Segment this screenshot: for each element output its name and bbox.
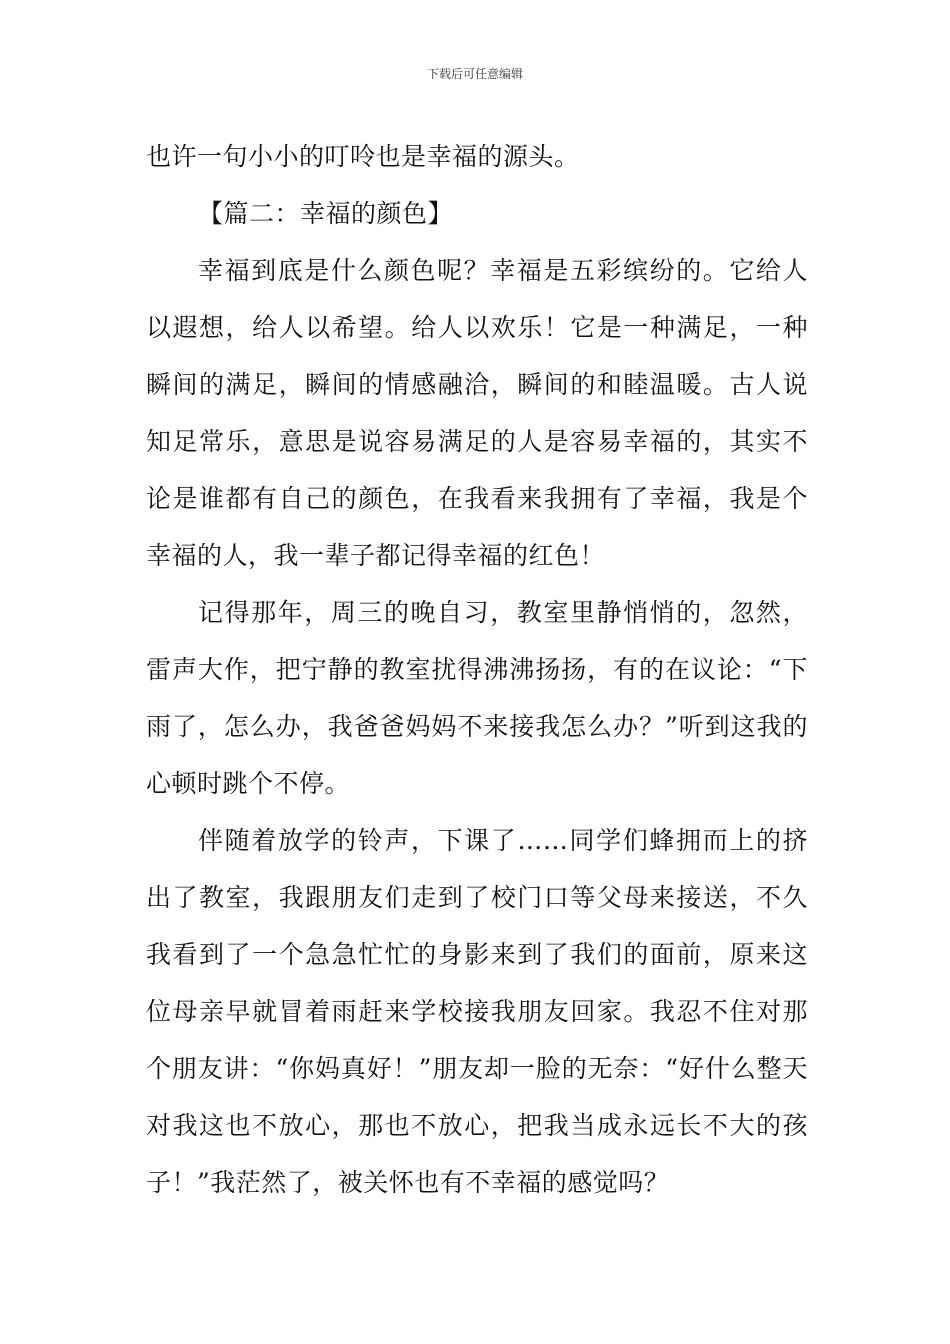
paragraph: 幸福到底是什么颜色呢？幸福是五彩缤纷的。它给人以遐想，给人以希望。给人以欢乐！它是一种满足，一种瞬间的满足，瞬间的情感融洽，瞬间的和睦温暖。古人说知足常乐，意思是说容易满足的人是容易幸福的，其实不论是谁都有自己的颜色，在我看来我拥有了幸福，我是个幸福的人，我一辈子都记得幸福的红色！ <box>146 256 808 570</box>
document-body <box>146 128 808 1211</box>
paragraph: 伴随着放学的铃声，下课了……同学们蜂拥而上的挤出了教室，我跟朋友们走到了校门口等父母来接送，不久我看到了一个急急忙忙的身影来到了我们的面前，原来这位母亲早就冒着雨赶来学校接我朋友回家。我忍不住对那个朋友讲：“你妈真好！”朋友却一脸的无奈：“好什么整天对我这也不放心，那也不放心，把我当成永远长不大的孩子！”我茫然了，被关怀也有不幸福的感觉吗？ <box>146 826 808 1197</box>
page-header: 下载后可任意编辑 <box>426 67 523 81</box>
paragraph-continuation: 也许一句小小的叮呤也是幸福的源头。 <box>146 142 580 171</box>
section-heading: 【篇二：幸福的颜色】 <box>198 199 454 228</box>
paragraph: 记得那年，周三的晚自习，教室里静悄悄的，忽然，雷声大作，把宁静的教室扰得沸沸扬扬，有的在议论：“下雨了，怎么办，我爸爸妈妈不来接我怎么办？”听到这我的心顿时跳个不停。 <box>146 598 808 798</box>
